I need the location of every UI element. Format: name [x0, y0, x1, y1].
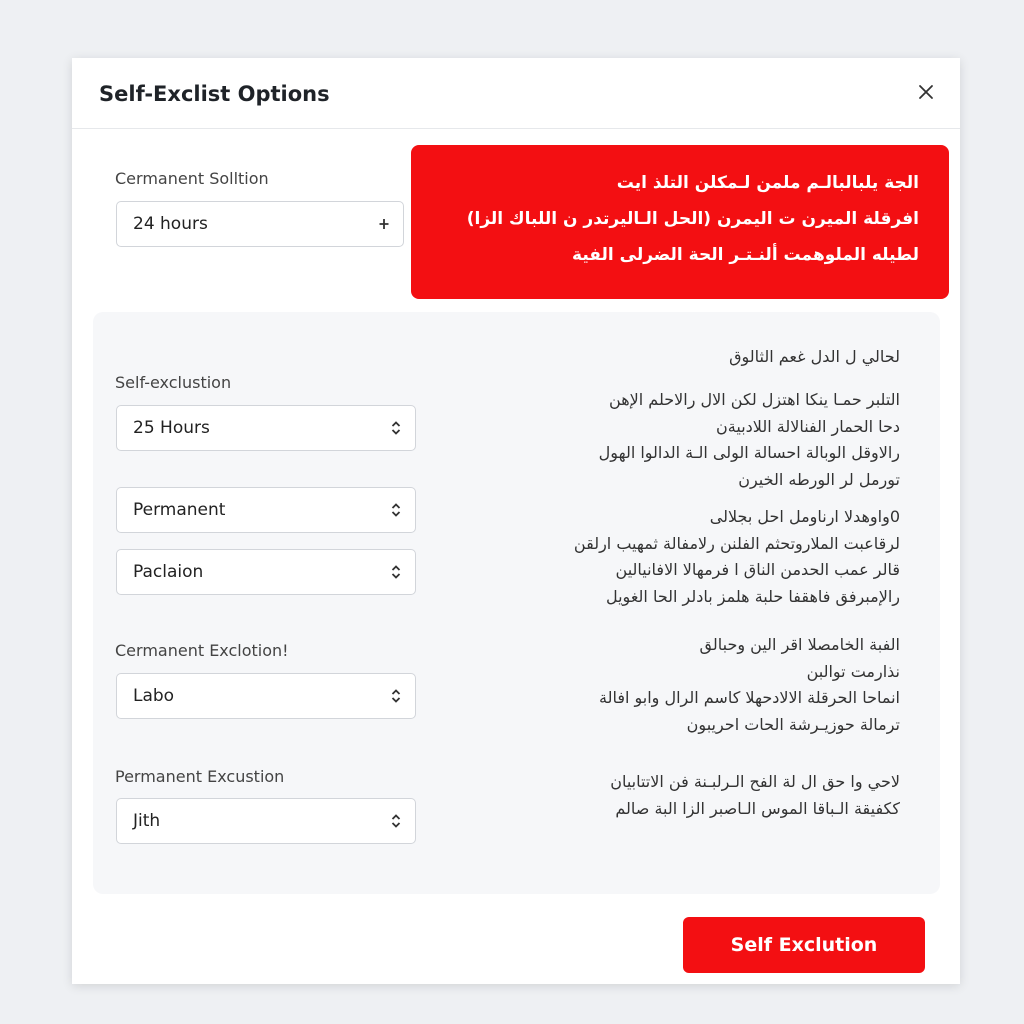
info-line: دحا الحمار الفنالالة اللادبيةن [716, 416, 900, 436]
updown-chevron-icon [391, 813, 401, 829]
info-block [610, 769, 900, 822]
dialog-header [72, 58, 960, 129]
select-value: Permanent [133, 500, 226, 520]
exclusion-period-select-1[interactable] [116, 405, 416, 451]
info-line: نذارمت توالبن [806, 661, 900, 681]
self-exclusion-submit-button[interactable]: Self Exclution [683, 917, 925, 973]
self-exclusion-dialog [72, 58, 960, 984]
field-label: Self-exclustion [115, 373, 232, 392]
select-value: Labo [133, 686, 175, 706]
field-label: Cermanent Exclotion! [115, 641, 289, 660]
info-line: لرقاعبت الملاروتحثم الفلنن رلامفالة ثمهيب ارلقن [573, 533, 900, 553]
warning-alert [411, 145, 949, 299]
exclusion-period-select-2[interactable] [116, 487, 416, 533]
exclusion-period-select-5[interactable] [116, 798, 416, 844]
select-value: 25 Hours [133, 418, 210, 438]
info-line: رالإمبرفق فاهقفا حلبة هلمز بادلر الحا الغويل [605, 586, 900, 606]
info-line: رالاوقل الوبالة احسالة الولى الـة الدالوا الهول [598, 443, 900, 462]
close-icon [914, 80, 938, 104]
info-line: التلبر حمـا ينكا اهتزل لكن الال رالاحلم الإهن [609, 390, 900, 409]
alert-line: الجة يلبالبالـم ملمن لـمكلن التلذ ايت [616, 173, 919, 193]
select-value: Paclaion [133, 562, 204, 582]
info-line: ترمالة حوزيـرشة الحات احريبون [686, 714, 900, 734]
info-line: الفبة الخامصلا اقر الين وحبالق [699, 635, 900, 654]
info-line: قالر عمب الحدمن الناق ا فرمهالا الافانيالين [615, 560, 900, 579]
info-line: 0واوهدلا ارناومل احل بجلالى [709, 507, 900, 526]
info-line: لحالي ل الدل غعم الثالوق [729, 347, 900, 366]
dialog-title: Self-Exclist Options [99, 82, 330, 106]
top-duration-value: 24 hours [133, 214, 208, 234]
plus-stepper-icon [379, 216, 389, 232]
alert-line: لطيله الملوهمت ألنـتـر الحة الضرلى الفية [572, 245, 919, 265]
info-line: انماحا الحرقلة الالادحهلا كاسم الرال وابو افالة [598, 688, 900, 707]
top-field-label: Cermanent Solltion [115, 169, 269, 188]
updown-chevron-icon [391, 502, 401, 518]
close-button[interactable] [914, 80, 938, 104]
info-heading [729, 344, 900, 371]
updown-chevron-icon [391, 688, 401, 704]
info-line: لاحي وا حق ال لة الفح الـرلبـنة فن الاتتابيان [610, 772, 900, 791]
info-block [599, 387, 900, 493]
info-line: تورمل لر الورطه الخيرن [738, 469, 900, 489]
updown-chevron-icon [391, 420, 401, 436]
info-block [574, 504, 900, 610]
alert-line: افرقلة الميرن ت اليمرن (الحل الـاليرتدر ن اللباك الزا) [466, 209, 919, 229]
exclusion-period-select-4[interactable] [116, 673, 416, 719]
options-panel [93, 312, 940, 894]
select-value: Jith [133, 811, 161, 831]
updown-chevron-icon [391, 564, 401, 580]
field-label: Permanent Excustion [115, 767, 285, 786]
info-line: ككفيقة الـباقا الموس الـاصبر الزا البة صالم [615, 798, 900, 818]
exclusion-period-select-3[interactable] [116, 549, 416, 595]
info-block [599, 632, 900, 738]
top-duration-select[interactable] [116, 201, 404, 247]
